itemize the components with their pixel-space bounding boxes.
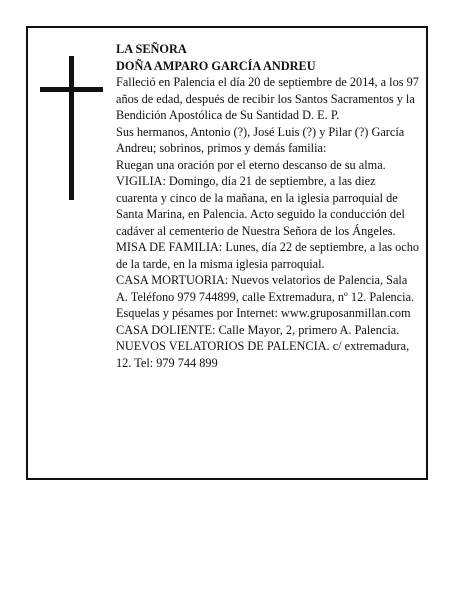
vigil-details: VIGILIA: Domingo, día 21 de septiembre, a las diez cuarenta y cinco de la mañana, en la iglesia parroquial de Santa Marina, en Palencia. Acto seguido la conducción del cadáver al cementerio de Nuestra Señora de los Ángeles. <box>116 174 405 238</box>
cross-vertical-bar <box>69 56 74 200</box>
funeral-home-details: CASA MORTUORIA: Nuevos velatorios de Palencia, Sala A. Teléfono 979 744899, calle Extremadura, nº 12. Palencia. <box>116 273 415 304</box>
deceased-name: DOÑA AMPARO GARCÍA ANDREU <box>116 58 316 73</box>
title-line: LA SEÑORA <box>116 42 187 56</box>
death-announcement: Falleció en Palencia el día 20 de septiembre de 2014, a los 97 años de edad, después de recibir los Santos Sacramentos y la Bendición Apostólica de Su Santidad D. E. P. <box>116 75 419 122</box>
prayer-request: Ruegan una oración por el eterno descanso de su alma. <box>116 157 386 172</box>
funeral-home-contact: NUEVOS VELATORIOS DE PALENCIA. c/ extremadura, 12. Tel: 979 744 899 <box>116 339 410 370</box>
family-members: Sus hermanos, Antonio (?), José Luis (?) y Pilar (?) García Andreu; sobrinos, primos y demás familia: <box>116 124 405 155</box>
internet-condolences: Esquelas y pésames por Internet: www.gruposanmillan.com <box>116 306 411 320</box>
obituary-text <box>116 41 420 371</box>
cross-horizontal-bar <box>40 87 103 92</box>
obituary-card <box>26 26 428 480</box>
family-mass-details: MISA DE FAMILIA: Lunes, día 22 de septiembre, a las ocho de la tarde, en la misma iglesia parroquial. <box>116 240 420 271</box>
mourning-house: CASA DOLIENTE: Calle Mayor, 2, primero A. Palencia. <box>116 322 400 337</box>
